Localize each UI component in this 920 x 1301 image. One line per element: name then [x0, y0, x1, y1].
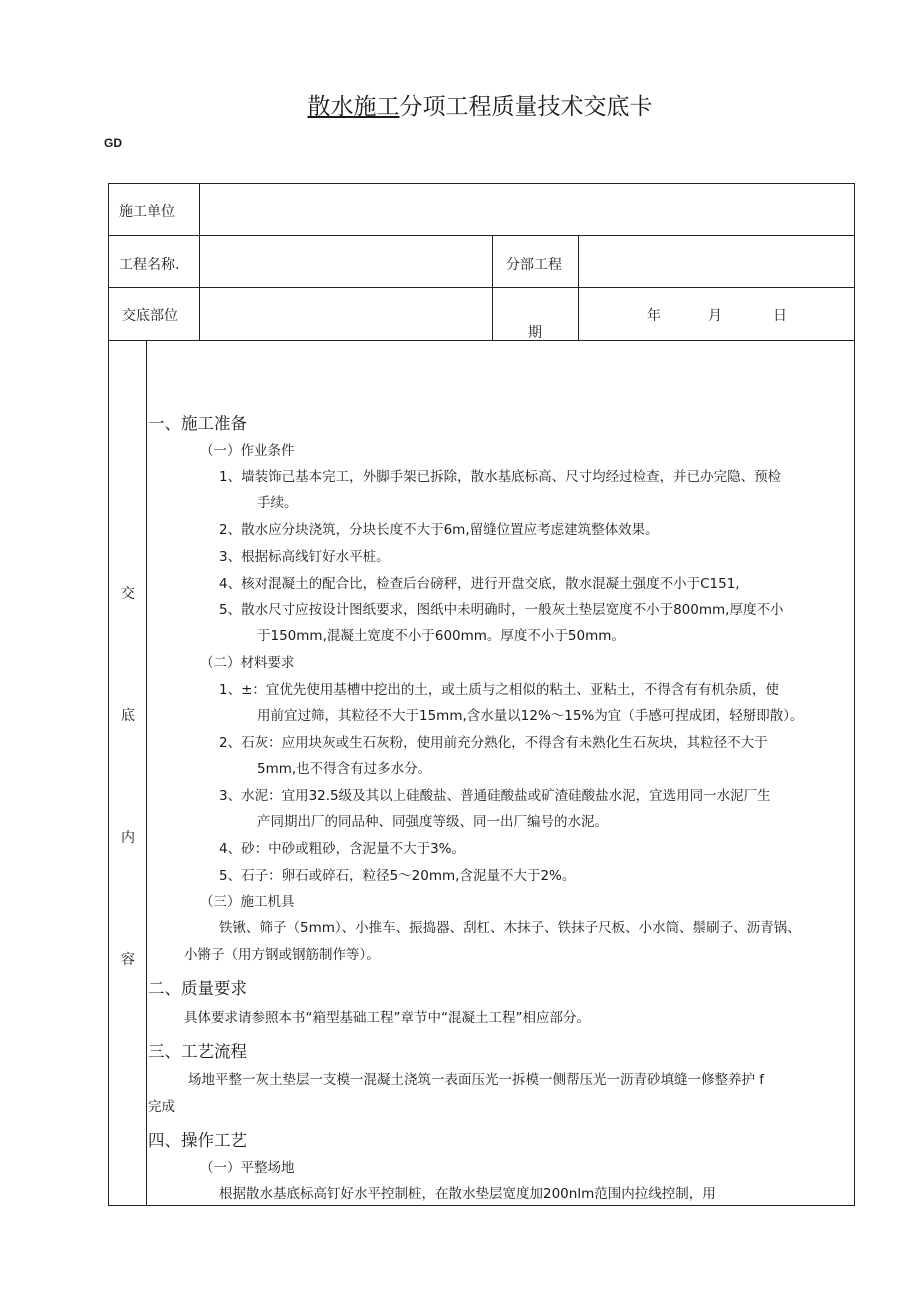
paragraph-line: 于150mm,混凝土宽度不小于600mm。厚度不小于50mm。 — [257, 628, 625, 644]
paragraph-line: 3、水泥：宜用32.5级及其以上硅酸盐、普通硅酸盐或矿渣硅酸盐水泥，宜选用同一水泥厂生 — [219, 788, 771, 804]
date-month: 月 — [708, 308, 722, 324]
position-value[interactable] — [205, 305, 485, 323]
paragraph-line: 1、墙装饰己基本完工，外脚手架已拆除，散水基底标高、尺寸均经过检查，并已办完隐、预检 — [219, 469, 782, 485]
section-heading: 二、质量要求 — [148, 979, 247, 998]
subsection-heading: （一）平整场地 — [200, 1160, 295, 1176]
date-year: 年 — [647, 308, 661, 324]
unit-value[interactable] — [205, 201, 845, 219]
project-name-value[interactable] — [205, 254, 485, 272]
col-divider — [146, 340, 147, 1206]
subsection-heading: （一）作业条件 — [200, 443, 295, 459]
division-value[interactable] — [585, 254, 845, 272]
side-label-char: 内 — [121, 830, 135, 846]
paragraph-line: 小锵子（用方钢或钢筋制作等）。 — [184, 947, 380, 963]
paragraph-line: 2、散水应分块浇筑，分块长度不大于6m,留缝位置应考虑建筑整体效果。 — [219, 522, 659, 538]
subsection-heading: （二）材料要求 — [200, 655, 295, 671]
paragraph-line: 铁锹、筛子（5mm）、小推车、振捣器、刮杠、木抹子、铁抹子尺板、小水筒、鬃刷子、沥青锅、 — [219, 920, 801, 936]
document-title: 散水施工分项工程质量技术交底卡 — [307, 94, 653, 120]
document-code: GD — [104, 136, 122, 150]
paragraph-line: 5、散水尺寸应按设计图纸要求，图纸中未明确时，一般灰土垫层宽度不小于800mm,厚度不小 — [219, 602, 784, 618]
paragraph-line: 2、石灰：应用块灰或生石灰粉，使用前充分熟化，不得含有未熟化生石灰块，其粒径不大于 — [219, 735, 768, 751]
date-label: 期 — [528, 325, 542, 341]
subsection-heading: （三）施工机具 — [200, 894, 295, 910]
section-heading: 一、施工准备 — [148, 414, 247, 433]
paragraph-line: 具体要求请参照本书“箱型基础工程”章节中“混凝土工程”相应部分。 — [184, 1010, 590, 1026]
paragraph-line: 场地平整一灰土垫层一支模一混凝土浇筑一表面压光一拆模一侧帮压光一沥青砂填缝一修整养护 f — [188, 1072, 765, 1088]
row-divider — [108, 235, 855, 236]
col-divider — [578, 235, 579, 340]
date-day: 日 — [773, 308, 787, 324]
paragraph-line: 完成 — [148, 1099, 175, 1115]
paragraph-line: 根据散水基底标高钉好水平控制桩，在散水垫层宽度加200nlm范围内拉线控制，用 — [219, 1186, 716, 1202]
paragraph-line: 用前宜过筛，其粒径不大于15mm,含水量以12%～15%为宜（手感可捏成团，轻掰即散）。 — [257, 708, 804, 724]
row-divider — [108, 340, 855, 341]
side-label-char: 容 — [121, 952, 135, 968]
paragraph-line: 4、核对混凝土的配合比，检查后台磅秤，进行开盘交底，散水混凝土强度不小于C151, — [219, 576, 740, 592]
paragraph-line: 5mm,也不得含有过多水分。 — [257, 761, 432, 777]
paragraph-line: 1、±：宜优先使用基槽中挖出的土，或土质与之相似的粘土、亚粘土，不得含有有机杂质，使 — [219, 682, 779, 698]
section-heading: 三、工艺流程 — [148, 1042, 247, 1061]
paragraph-line: 4、砂：中砂或粗砂，含泥量不大于3%。 — [219, 841, 466, 857]
row-divider — [108, 287, 855, 288]
division-label: 分部工程 — [506, 257, 562, 273]
paragraph-line: 产同期出厂的同品种、同强度等级、同一出厂编号的水泥。 — [257, 814, 608, 830]
side-label-char: 底 — [121, 708, 135, 724]
position-label: 交底部位 — [122, 308, 178, 324]
paragraph-line: 手续。 — [257, 495, 298, 511]
paragraph-line: 3、根据标高线钉好水平桩。 — [219, 549, 390, 565]
col-divider — [492, 235, 493, 340]
unit-label: 施工单位 — [119, 204, 175, 220]
col-divider — [199, 183, 200, 340]
side-label-char: 交 — [121, 586, 135, 602]
project-name-label: 工程名称. — [119, 257, 180, 273]
paragraph-line: 5、石子：卵石或碎石，粒径5～20mm,含泥量不大于2%。 — [219, 868, 576, 884]
section-heading: 四、操作工艺 — [148, 1131, 247, 1150]
